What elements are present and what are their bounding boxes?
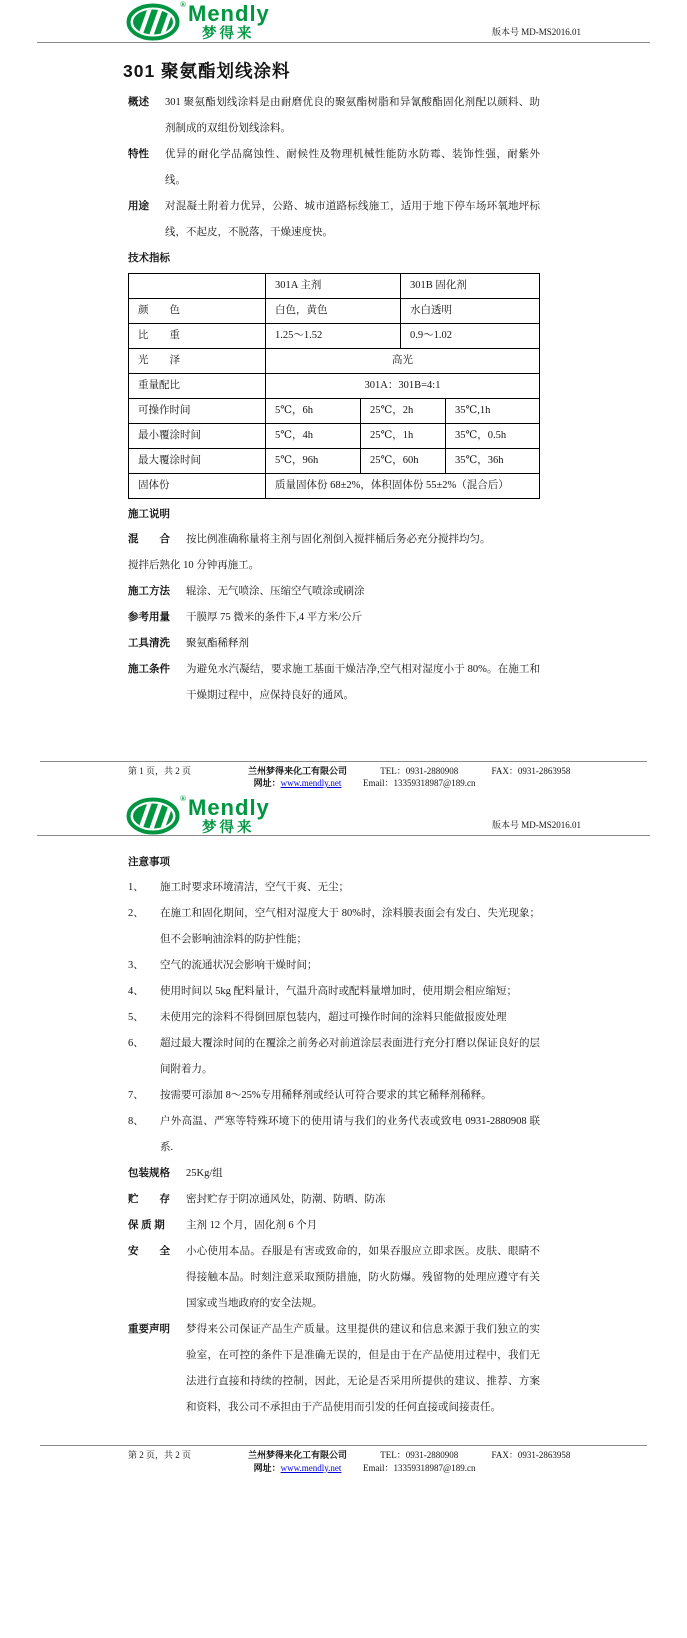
tel: TEL：0931-2880908 — [380, 765, 459, 776]
note-number: 8、 — [128, 1116, 144, 1127]
section-label: 贮 存 — [128, 1194, 170, 1205]
table-row — [129, 398, 539, 423]
spec-value: 5℃，4h — [265, 424, 360, 448]
registered-mark: ® — [180, 0, 186, 9]
section-packing — [128, 1161, 540, 1187]
spec-value: 1.25～1.52 — [265, 324, 400, 348]
spec-label: 可操作时间 — [138, 404, 191, 416]
note-item — [128, 1083, 540, 1109]
section-label: 用途 — [128, 200, 149, 212]
mendly-logo — [126, 793, 270, 836]
spec-value: 35℃，0.5h — [445, 424, 539, 448]
notes-title: 注意事项 — [128, 857, 170, 868]
company-name: 兰州梦得来化工有限公司 — [248, 1450, 348, 1460]
page-title: 301 聚氨酯划线涂料 — [123, 60, 291, 81]
email: Email：13359318987@189.cn — [363, 778, 476, 788]
spec-label: 比 重 — [138, 329, 180, 341]
note-number: 1、 — [128, 882, 144, 893]
mendly-logo — [126, 0, 270, 42]
spec-label: 重量配比 — [138, 379, 180, 391]
note-number: 2、 — [128, 908, 144, 919]
section-text: 对混凝土附着力优异，公路、城市道路标线施工，适用于地下停车场环氧地坪标线，不起皮，不脱落，干燥速度快。 — [165, 200, 540, 238]
section-label: 特性 — [128, 148, 149, 160]
table-header-row — [129, 274, 539, 298]
note-item — [128, 901, 540, 953]
brand-name: Mendly — [188, 1, 270, 26]
section-overview — [128, 90, 540, 142]
section-text: 25Kg/组 — [186, 1168, 223, 1179]
page-info: 第 1 页，共 2 页 — [128, 765, 192, 776]
spec-value: 25℃，1h — [360, 424, 445, 448]
mixing-continued-text: 搅拌后熟化 10 分钟再施工。 — [128, 559, 260, 571]
note-text: 空气的流通状况会影响干燥时间； — [160, 960, 318, 971]
section-features — [128, 142, 540, 194]
registered-mark: ® — [180, 793, 186, 803]
table-row — [129, 448, 539, 473]
website-link[interactable]: www.mendly.net — [280, 1462, 342, 1473]
note-number: 6、 — [128, 1038, 144, 1049]
spec-value: 35℃,1h — [445, 399, 539, 423]
table-row — [129, 423, 539, 448]
note-text: 户外高温、严寒等特殊环境下的使用请与我们的业务代表或致电 0931-2880908 联系. — [160, 1116, 540, 1153]
spec-value: 25℃，2h — [360, 399, 445, 423]
spec-label: 光 泽 — [138, 354, 180, 366]
section-label: 保 质 期 — [128, 1220, 165, 1231]
section-safety — [128, 1239, 540, 1317]
spec-value: 301A：301B=4:1 — [265, 374, 539, 398]
note-item — [128, 1005, 540, 1031]
section-conditions — [128, 657, 540, 709]
page-1 — [0, 0, 687, 790]
spec-label: 最小覆涂时间 — [138, 429, 201, 441]
section-cleaning — [128, 631, 540, 657]
version-label: 版本号 MD-MS2016.01 — [491, 820, 581, 830]
section-mixing — [128, 527, 540, 553]
tel: TEL：0931-2880908 — [380, 1450, 459, 1460]
spec-table — [128, 273, 540, 499]
spec-value: 5℃，96h — [265, 449, 360, 473]
specs-title: 技术指标 — [128, 252, 170, 264]
note-number: 3、 — [128, 960, 144, 971]
table-row — [129, 473, 539, 498]
section-text: 按比例准确称量将主剂与固化剂倒入搅拌桶后务必充分搅拌均匀。 — [186, 533, 491, 545]
page1-content — [123, 58, 540, 709]
section-storage — [128, 1187, 540, 1213]
spec-value: 质量固体份 68±2%，体积固体份 55±2%（混合后） — [265, 474, 539, 498]
spec-value: 0.9～1.02 — [400, 324, 539, 348]
note-item — [128, 1031, 540, 1083]
table-row — [129, 323, 539, 348]
note-item — [128, 1109, 540, 1161]
spec-label: 固体份 — [138, 479, 170, 491]
spec-label: 最大覆涂时间 — [138, 454, 201, 466]
mendly-logo-icon — [126, 793, 186, 835]
section-usage — [128, 194, 540, 246]
brand-cjk: 梦得来 — [202, 819, 255, 836]
section-label: 施工方法 — [128, 585, 170, 597]
section-text: 密封贮存于阴凉通风处，防潮、防晒、防冻 — [186, 1194, 386, 1205]
page2-header — [40, 794, 647, 836]
section-label: 工具清洗 — [128, 637, 170, 649]
header-rule — [37, 42, 650, 43]
header-rule — [37, 835, 650, 836]
note-number: 4、 — [128, 986, 144, 997]
section-text: 为避免水汽凝结，要求施工基面干燥洁净,空气相对湿度小于 80%。在施工和干燥期过程中，应保持良好的通风。 — [186, 663, 540, 701]
application-title: 施工说明 — [128, 508, 170, 520]
section-text: 301 聚氨酯划线涂料是由耐磨优良的聚氨酯树脂和异氰酸酯固化剂配以颜料、助剂制成的双组份划线涂料。 — [165, 96, 540, 134]
section-label: 施工条件 — [128, 663, 170, 675]
page2-footer — [40, 1445, 647, 1474]
note-text: 施工时要求环境清洁，空气干爽、无尘； — [160, 882, 349, 893]
version-label: 版本号 MD-MS2016.01 — [491, 26, 581, 37]
spec-col-header: 301A 主剂 — [265, 274, 400, 298]
brand-cjk: 梦得来 — [202, 26, 255, 42]
section-text: 辊涂、无气喷涂、压缩空气喷涂或刷涂 — [186, 585, 365, 597]
note-item — [128, 953, 540, 979]
section-text: 聚氨酯稀释剂 — [186, 637, 249, 649]
note-item — [128, 875, 540, 901]
spec-value: 白色，黄色 — [265, 299, 400, 323]
section-label: 参考用量 — [128, 611, 170, 623]
spec-value: 水白透明 — [400, 299, 539, 323]
section-label: 概述 — [128, 96, 149, 108]
note-text: 未使用完的涂料不得倒回原包装内，超过可操作时间的涂料只能做报废处理 — [160, 1012, 507, 1023]
section-statement — [128, 1317, 540, 1421]
mendly-logo-icon — [126, 0, 186, 41]
spec-cell — [129, 274, 265, 298]
spec-value: 5℃，6h — [265, 399, 360, 423]
section-text: 小心使用本品。吞服是有害或致命的，如果吞服应立即求医。皮肤、眼睛不得接触本品。时刻注意采取预防措施，防火防爆。残留物的处理应遵守有关国家或当地政府的安全法规。 — [186, 1246, 540, 1309]
section-method — [128, 579, 540, 605]
note-number: 7、 — [128, 1090, 144, 1101]
section-label: 重要声明 — [128, 1324, 170, 1335]
page-info: 第 2 页，共 2 页 — [128, 1450, 192, 1460]
website-link[interactable]: www.mendly.net — [280, 778, 342, 788]
section-text: 优异的耐化学品腐蚀性、耐候性及物理机械性能防水防霉、装饰性强，耐紫外线。 — [165, 148, 540, 186]
web-label: 网址： — [253, 778, 281, 788]
section-text: 梦得来公司保证产品生产质量。这里提供的建议和信息来源于我们独立的实验室，在可控的条件下是准确无误的，但是由于在产品使用过程中，我们无法进行直接和持续的控制，因此，无论是否采用所提供的建议、推荐、方案和资料，我公司不承担由于产品使用而引发的任何直接或间接责任。 — [186, 1324, 540, 1413]
web-label: 网址： — [253, 1462, 281, 1473]
note-text: 使用时间以 5kg 配料量计，气温升高时或配料量增加时，使用期会相应缩短； — [160, 986, 517, 997]
spec-value: 25℃，60h — [360, 449, 445, 473]
company-name: 兰州梦得来化工有限公司 — [248, 765, 348, 776]
fax: FAX：0931-2863958 — [491, 1450, 571, 1460]
spec-value: 高光 — [265, 349, 539, 373]
table-row — [129, 298, 539, 323]
section-text: 主剂 12 个月，固化剂 6 个月 — [186, 1220, 318, 1231]
page1-footer — [40, 761, 647, 790]
note-text: 按需要可添加 8～25%专用稀释剂或经认可符合要求的其它稀释剂稀释。 — [160, 1090, 492, 1101]
spec-value: 35℃，36h — [445, 449, 539, 473]
page1-header — [40, 0, 647, 42]
email: Email：13359318987@189.cn — [363, 1462, 476, 1473]
table-row — [129, 373, 539, 398]
note-number: 5、 — [128, 1012, 144, 1023]
fax: FAX：0931-2863958 — [491, 765, 571, 776]
section-label: 安 全 — [128, 1246, 170, 1257]
section-text: 干膜厚 75 微米的条件下,4 平方米/公斤 — [186, 611, 363, 623]
note-text: 在施工和固化期间，空气相对湿度大于 80%时，涂料膜表面会有发白、失光现象；但不会影响油涂料的防护性能； — [160, 908, 540, 945]
section-coverage — [128, 605, 540, 631]
page-2 — [0, 794, 687, 1475]
table-row — [129, 348, 539, 373]
section-shelf-life — [128, 1213, 540, 1239]
spec-col-header: 301B 固化剂 — [400, 274, 539, 298]
section-label: 包装规格 — [128, 1168, 170, 1179]
note-text: 超过最大覆涂时间的在覆涂之前务必对前道涂层表面进行充分打磨以保证良好的层间附着力。 — [160, 1038, 540, 1075]
page2-content — [128, 850, 540, 1421]
brand-name: Mendly — [188, 794, 270, 820]
spec-label: 颜 色 — [138, 304, 180, 316]
note-item — [128, 979, 540, 1005]
section-label: 混 合 — [128, 533, 170, 545]
